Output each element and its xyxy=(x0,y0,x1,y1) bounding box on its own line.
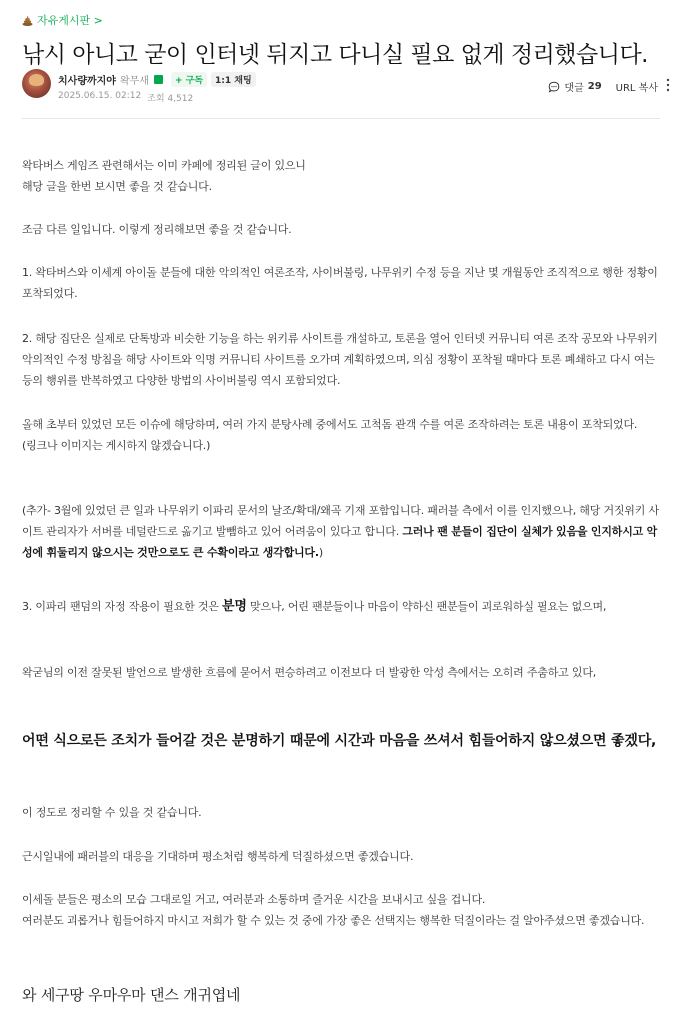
author-info xyxy=(58,72,256,87)
paragraph-5-line-2: (링크나 이미지는 게시하지 않겠습니다.) xyxy=(22,439,211,452)
poop-icon xyxy=(22,15,33,26)
post-views: 조회 4,512 xyxy=(147,94,194,104)
url-copy-button[interactable]: URL 복사 xyxy=(615,83,658,94)
paragraph-6-bold: 그러나 팬 분들이 집단이 실체가 있음을 인지하시고 악성에 휘둘리지 않으시는 것만으로도 큰 수확이라고 생각합니다. xyxy=(22,525,658,559)
paragraph-5-line-1: 올해 초부터 있었던 모든 이슈에 해당하며, 여러 가지 분탕사례 중에서도 고척돔 관객 수를 여론 조작하려는 토론 내용이 포착되었다. xyxy=(22,418,638,431)
post-actions xyxy=(548,79,658,94)
paragraph-10: 이 정도로 정리할 수 있을 것 같습니다. xyxy=(22,806,202,819)
paragraph-7-text-b: 맞으나, 어린 팬분들이나 마음이 약하신 팬분들이 괴로워하실 필요는 없으며, xyxy=(246,600,607,613)
paragraph-13: 와 세구땅 우마우마 댄스 개귀엽네 xyxy=(22,986,241,1004)
paragraph-2: 조금 다른 일입니다. 이렇게 정리해보면 좋을 것 같습니다. xyxy=(22,223,292,236)
grade-badge-icon xyxy=(154,75,163,84)
paragraph-8: 왁굳님의 이전 잘못된 발언으로 발생한 흐름에 묻어서 편승하려고 이전보다 더 발광한 악성 측에서는 오히려 주춤하고 있다, xyxy=(22,666,597,679)
post-date: 2025.06.15. 02:12 xyxy=(58,91,142,101)
paragraph-6-end: ) xyxy=(318,546,323,559)
paragraph-7-text-a: 3. 이파리 팬덤의 자정 작용이 필요한 것은 xyxy=(22,600,222,613)
paragraph-1-line-2: 해당 글을 한번 보시면 좋을 것 같습니다. xyxy=(22,180,212,193)
subscribe-button[interactable]: + 구독 xyxy=(171,72,207,87)
paragraph-1-line-1: 왁타버스 게임즈 관련해서는 이미 카페에 정리된 글이 있으니 xyxy=(22,159,306,172)
paragraph-12-line-1: 이세돌 분들은 평소의 모습 그대로일 거고, 여러분과 소통하며 즐거운 시간을 보내시고 싶을 겁니다. xyxy=(22,893,486,906)
comment-button[interactable] xyxy=(548,79,601,94)
author-grade: 왁무새 xyxy=(119,76,149,87)
paragraph-5 xyxy=(22,414,662,456)
paragraph-11: 근시일내에 패러블의 대응을 기대하며 평소처럼 행복하게 덕질하셨으면 좋겠습니다. xyxy=(22,850,414,863)
post-meta xyxy=(58,91,193,104)
avatar[interactable] xyxy=(22,69,51,98)
author-nickname[interactable]: 치사량까지야 xyxy=(58,76,116,87)
paragraph-7 xyxy=(22,596,662,617)
paragraph-12 xyxy=(22,889,662,931)
paragraph-6 xyxy=(22,500,662,563)
paragraph-1 xyxy=(22,155,662,197)
paragraph-9: 어떤 식으로든 조치가 들어갈 것은 분명하기 때문에 시간과 마음을 쓰셔서 힘들어하지 않으셨으면 좋겠다, xyxy=(22,733,657,749)
paragraph-7-bold: 분명 xyxy=(222,599,247,614)
more-vertical-icon[interactable] xyxy=(666,78,670,92)
board-name[interactable]: 자유게시판 > xyxy=(37,14,103,27)
chat-button[interactable]: 1:1 채팅 xyxy=(211,72,256,87)
board-link[interactable] xyxy=(22,12,103,28)
paragraph-3: 1. 왁타버스와 이세계 아이돌 분들에 대한 악의적인 여론조작, 사이버불링, 나무위키 수정 등을 지난 몇 개월동안 조직적으로 행한 정황이 포착되었다. xyxy=(22,266,658,300)
header-divider xyxy=(22,118,660,119)
comment-count: 29 xyxy=(587,81,602,92)
comment-label: 댓글 xyxy=(564,83,584,94)
paragraph-6-text: (추가- 3월에 있었던 큰 일과 나무위키 이파리 문서의 날조/확대/왜곡 기재 포함입니다. 패러블 측에서 이를 인지했으나, 해당 거짓위키 사이트 관리자가 서버를 네덜란드로 옮기고 발뺌하고 있어 어려움이 있다고 합니다. xyxy=(22,504,659,538)
paragraph-4: 2. 해당 집단은 실제로 단톡방과 비슷한 기능을 하는 위키류 사이트를 개설하고, 토론을 열어 인터넷 커뮤니티 여론 조작 공모와 나무위키 악의적인 수정 방침을 해당 사이트와 익명 커뮤니티 사이트를 오가며 계획하였으며, 의심 정황이 포착될 때마다 토론 폐쇄하고 다시 여는 등의 행위를 반복하였고 다양한 방법의 사이버불링 역시 포함되었다. xyxy=(22,332,658,387)
post-title: 낚시 아니고 굳이 인터넷 뒤지고 다니실 필요 없게 정리했습니다. xyxy=(22,42,648,68)
paragraph-12-line-2: 여러분도 괴롭거나 힘들어하지 마시고 저희가 할 수 있는 것 중에 가장 좋은 선택지는 행복한 덕질이라는 걸 알아주셨으면 좋겠습니다. xyxy=(22,914,645,927)
comment-icon xyxy=(548,81,560,93)
